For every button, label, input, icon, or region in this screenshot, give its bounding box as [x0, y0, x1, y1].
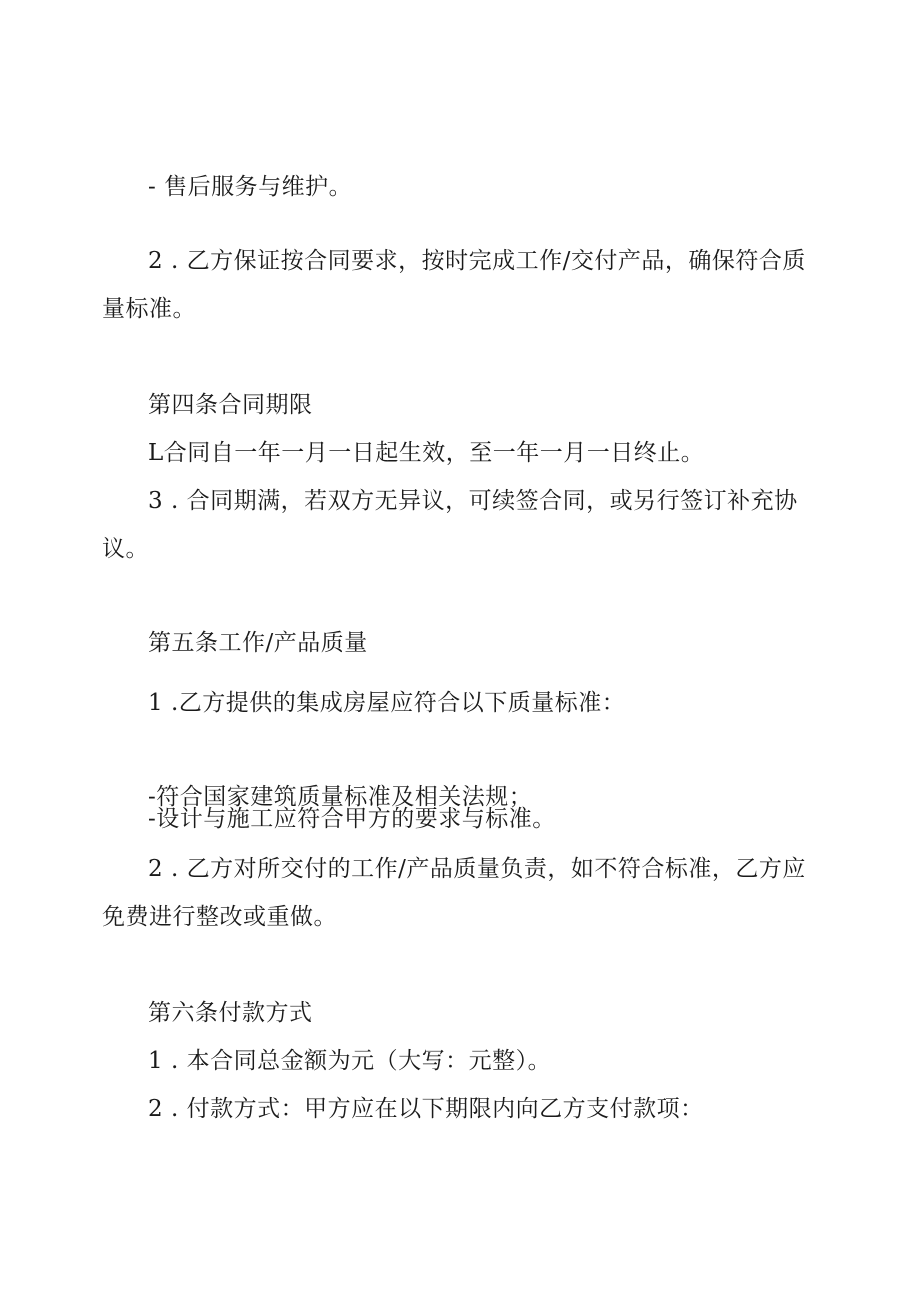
article-4-heading: 第四条合同期限 — [148, 392, 313, 418]
clause-4-3-line-1: 3 . 合同期满，若双方无异议，可续签合同，或另行签订补充协 — [148, 488, 798, 514]
clause-5-2-line-1: 2 . 乙方对所交付的工作/产品质量负责，如不符合标准，乙方应 — [148, 856, 806, 882]
bullet-design-construction: -设计与施工应符合甲方的要求与标准。 — [148, 806, 556, 832]
article-5-heading: 第五条工作/产品质量 — [148, 630, 368, 656]
clause-5-1: 1 .乙方提供的集成房屋应符合以下质量标准： — [148, 690, 626, 716]
article-6-heading: 第六条付款方式 — [148, 1000, 313, 1026]
clause-5-2-line-2: 免费进行整改或重做。 — [102, 904, 337, 930]
clause-3-2-line-2: 量标准。 — [102, 296, 196, 322]
clause-3-2-line-1: 2 . 乙方保证按合同要求，按时完成工作/交付产品，确保符合质 — [148, 248, 806, 274]
bullet-after-sales: - 售后服务与维护。 — [148, 174, 353, 200]
clause-4-1: L合同自一年一月一日起生效，至一年一月一日终止。 — [148, 440, 705, 466]
clause-6-2: 2 . 付款方式：甲方应在以下期限内向乙方支付款项： — [148, 1096, 704, 1122]
bullet-national-standards: -符合国家建筑质量标准及相关法规； — [148, 784, 533, 810]
clause-6-1: 1 . 本合同总金额为元（大写：元整）。 — [148, 1048, 552, 1074]
clause-4-3-line-2: 议。 — [102, 536, 149, 562]
